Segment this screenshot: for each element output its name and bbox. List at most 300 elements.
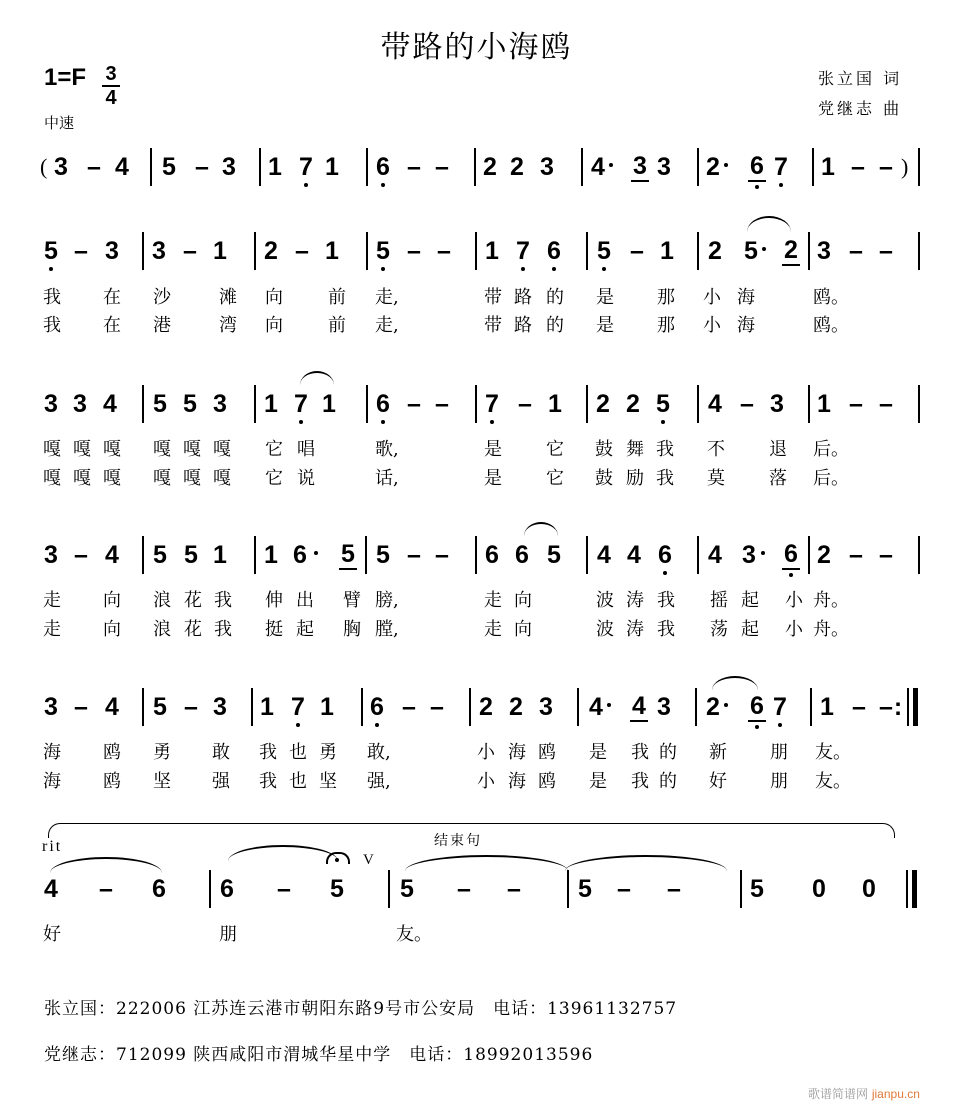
note: 1 bbox=[485, 237, 499, 265]
note: 4 bbox=[597, 541, 611, 569]
lyric: 走, bbox=[375, 287, 399, 308]
lyric: 我 bbox=[656, 468, 674, 489]
lyric: 小 bbox=[785, 590, 803, 611]
lyric: 我 bbox=[631, 771, 649, 792]
note: 3 bbox=[657, 153, 671, 181]
lyric: 花 bbox=[184, 619, 202, 640]
note: 3 bbox=[539, 693, 553, 721]
note: 1 bbox=[817, 390, 831, 418]
lyric: 摇 bbox=[710, 590, 728, 611]
bar-line bbox=[142, 385, 144, 423]
augmentation-dot bbox=[609, 163, 613, 167]
dash: – bbox=[879, 693, 893, 721]
bar-line bbox=[388, 870, 390, 908]
bar-line bbox=[918, 232, 920, 270]
note-low: 7 bbox=[292, 389, 310, 419]
lyric: 小 bbox=[703, 287, 721, 308]
lyric: 强 bbox=[212, 771, 230, 792]
repeat-sign-colon: : bbox=[893, 693, 903, 721]
lyric: 我 bbox=[43, 315, 61, 336]
bar-line bbox=[808, 536, 810, 574]
note-eighth: 3 bbox=[631, 152, 649, 182]
dash: – bbox=[87, 153, 101, 181]
lyric: 的 bbox=[546, 315, 564, 336]
note: 2 bbox=[509, 693, 523, 721]
note: 1 bbox=[260, 693, 274, 721]
bar-line bbox=[697, 536, 699, 574]
dash: – bbox=[849, 237, 863, 265]
note: 3 bbox=[73, 390, 87, 418]
dash: – bbox=[851, 153, 865, 181]
note: 2 bbox=[708, 237, 722, 265]
dash: – bbox=[74, 237, 88, 265]
ending-phrase-label: 结束句 bbox=[434, 833, 482, 849]
lyric: 膀, bbox=[375, 590, 399, 611]
note: 5 bbox=[153, 693, 167, 721]
note: 5 bbox=[183, 390, 197, 418]
lyric: 朋 bbox=[770, 771, 788, 792]
slur bbox=[747, 216, 791, 232]
lyric: 的 bbox=[659, 742, 677, 763]
note: 3 bbox=[770, 390, 784, 418]
bar-line bbox=[918, 148, 920, 186]
lyric: 沙 bbox=[153, 287, 171, 308]
bar-line bbox=[366, 385, 368, 423]
staff-row-3 bbox=[0, 540, 953, 580]
lyric: 嘎 bbox=[103, 439, 121, 460]
slur bbox=[524, 522, 558, 536]
lyric: 勇 bbox=[319, 742, 337, 763]
note: 2 bbox=[626, 390, 640, 418]
lyric: 波 bbox=[596, 590, 614, 611]
lyric: 前 bbox=[328, 315, 346, 336]
dash: – bbox=[435, 390, 449, 418]
lyric: 向 bbox=[103, 619, 121, 640]
note: 3 bbox=[105, 237, 119, 265]
bar-line bbox=[475, 536, 477, 574]
lyric: 波 bbox=[596, 619, 614, 640]
lyric: 嘎 bbox=[73, 439, 91, 460]
time-sig-top: 3 bbox=[105, 63, 117, 85]
lyric: 路 bbox=[514, 315, 532, 336]
lyric: 滩 bbox=[219, 287, 237, 308]
lyric: 起 bbox=[741, 590, 759, 611]
note: 1 bbox=[213, 237, 227, 265]
lyric: 是 bbox=[596, 287, 614, 308]
lyric: 向 bbox=[265, 287, 283, 308]
lyric: 小 bbox=[477, 771, 495, 792]
note: 3 bbox=[44, 390, 58, 418]
note: 1 bbox=[325, 237, 339, 265]
lyric: 鸥 bbox=[103, 742, 121, 763]
note: 4 bbox=[708, 390, 722, 418]
bar-line bbox=[366, 232, 368, 270]
dash: – bbox=[437, 237, 451, 265]
bar-line bbox=[475, 232, 477, 270]
bar-line bbox=[567, 870, 569, 908]
staff-row-1 bbox=[0, 236, 953, 276]
bar-line bbox=[697, 148, 699, 186]
lyric: 向 bbox=[514, 619, 532, 640]
lyric: 我 bbox=[214, 590, 232, 611]
note-low: 5 bbox=[654, 389, 672, 419]
lyric: 小 bbox=[703, 315, 721, 336]
note: 3 bbox=[44, 693, 58, 721]
note-eighth: 2 bbox=[782, 236, 800, 266]
lyric: 也 bbox=[289, 771, 307, 792]
lyric: 也 bbox=[289, 742, 307, 763]
note: 6 bbox=[220, 875, 234, 903]
lyric: 海 bbox=[508, 742, 526, 763]
note: 3 bbox=[540, 153, 554, 181]
note: 1 bbox=[821, 153, 835, 181]
dash: – bbox=[295, 237, 309, 265]
lyric: 涛 bbox=[626, 619, 644, 640]
lyric: 向 bbox=[265, 315, 283, 336]
note: 0 bbox=[812, 875, 826, 903]
lyric: 嘎 bbox=[153, 468, 171, 489]
lyric: 退 bbox=[769, 439, 787, 460]
note: 2 bbox=[479, 693, 493, 721]
bar-line bbox=[254, 536, 256, 574]
lyric: 好 bbox=[709, 771, 727, 792]
augmentation-dot bbox=[724, 163, 728, 167]
staff-row-ending bbox=[0, 874, 953, 914]
lyric: 嘎 bbox=[43, 468, 61, 489]
note: 5 bbox=[162, 153, 176, 181]
lyric: 挺 bbox=[265, 619, 283, 640]
bar-line bbox=[475, 385, 477, 423]
bar-line bbox=[142, 688, 144, 726]
note: 1 bbox=[325, 153, 339, 181]
lyric: 嘎 bbox=[73, 468, 91, 489]
note-low: 7 bbox=[289, 692, 307, 722]
dash: – bbox=[407, 541, 421, 569]
dash: – bbox=[435, 541, 449, 569]
bar-line bbox=[366, 148, 368, 186]
slur bbox=[712, 676, 758, 690]
lyric: 路 bbox=[514, 287, 532, 308]
slur bbox=[228, 845, 338, 861]
lyric: 起 bbox=[741, 619, 759, 640]
staff-row-4 bbox=[0, 692, 953, 732]
lyric: 的 bbox=[659, 771, 677, 792]
bar-line bbox=[251, 688, 253, 726]
lyric: 不 bbox=[707, 439, 725, 460]
note-low: 5 bbox=[374, 236, 392, 266]
final-thick-bar bbox=[912, 870, 917, 908]
lyric: 话, bbox=[375, 468, 399, 489]
bar-line bbox=[259, 148, 261, 186]
note: 4 bbox=[103, 390, 117, 418]
lyric: 敢, bbox=[367, 742, 391, 763]
note: 6 bbox=[515, 541, 529, 569]
watermark bbox=[808, 1085, 920, 1102]
lyric: 海 bbox=[737, 315, 755, 336]
lyric: 向 bbox=[514, 590, 532, 611]
note: 4 bbox=[44, 875, 58, 903]
bar-line bbox=[740, 870, 742, 908]
lyric: 浪 bbox=[153, 590, 171, 611]
lyric: 舞 bbox=[626, 439, 644, 460]
dash: – bbox=[74, 693, 88, 721]
note: 3 bbox=[44, 541, 58, 569]
note: 6 bbox=[152, 875, 166, 903]
lyric: 嘎 bbox=[183, 468, 201, 489]
note-eighth-low: 6 bbox=[748, 692, 766, 722]
dash: – bbox=[879, 237, 893, 265]
lyric: 鸥 bbox=[538, 771, 556, 792]
lyric: 花 bbox=[184, 590, 202, 611]
lyric: 敢 bbox=[212, 742, 230, 763]
note-eighth: 4 bbox=[630, 692, 648, 722]
note-low: 7 bbox=[297, 152, 315, 182]
lyric: 走 bbox=[484, 590, 502, 611]
augmentation-dot bbox=[761, 551, 765, 555]
note: 4 bbox=[105, 693, 119, 721]
lyric: 舟。 bbox=[813, 590, 849, 611]
bar-line bbox=[254, 232, 256, 270]
note-low: 6 bbox=[374, 389, 392, 419]
lyricist-contact: 张立国：222006 江苏连云港市朝阳东路9号市公安局 电话：13961132757 bbox=[44, 999, 678, 1019]
lyric: 我 bbox=[214, 619, 232, 640]
lyric: 的 bbox=[546, 287, 564, 308]
dash: – bbox=[518, 390, 532, 418]
note-low: 7 bbox=[514, 236, 532, 266]
lyric: 在 bbox=[103, 315, 121, 336]
note-low: 7 bbox=[483, 389, 501, 419]
lyric: 是 bbox=[596, 315, 614, 336]
note: 4 bbox=[708, 541, 722, 569]
note: 1 bbox=[320, 693, 334, 721]
dash: – bbox=[407, 153, 421, 181]
bar-line bbox=[918, 536, 920, 574]
bar-line bbox=[907, 688, 909, 726]
note: 1 bbox=[322, 390, 336, 418]
lyric: 励 bbox=[626, 468, 644, 489]
lyric: 嘎 bbox=[213, 468, 231, 489]
lyric: 带 bbox=[484, 315, 502, 336]
augmentation-dot bbox=[724, 703, 728, 707]
lyric: 新 bbox=[709, 742, 727, 763]
tempo-marking: 中速 bbox=[44, 114, 75, 132]
lyric: 我 bbox=[657, 590, 675, 611]
note: 4 bbox=[105, 541, 119, 569]
lyric: 臂 bbox=[343, 590, 361, 611]
lyric: 出 bbox=[296, 590, 314, 611]
lyric: 鸥 bbox=[103, 771, 121, 792]
dash: – bbox=[195, 153, 209, 181]
note: 5 bbox=[744, 237, 758, 265]
lyric: 我 bbox=[631, 742, 649, 763]
lyric: 向 bbox=[103, 590, 121, 611]
bar-line bbox=[469, 688, 471, 726]
lyric: 带 bbox=[484, 287, 502, 308]
lyric: 莫 bbox=[707, 468, 725, 489]
note-low: 7 bbox=[772, 152, 790, 182]
dash: – bbox=[430, 693, 444, 721]
note: 3 bbox=[152, 237, 166, 265]
lyric: 朋 bbox=[219, 924, 237, 945]
lyric: 唱 bbox=[297, 439, 315, 460]
note: 2 bbox=[596, 390, 610, 418]
dash: – bbox=[507, 875, 521, 903]
note-eighth-low: 6 bbox=[748, 152, 766, 182]
bar-line bbox=[808, 232, 810, 270]
note: 5 bbox=[153, 390, 167, 418]
augmentation-dot bbox=[607, 703, 611, 707]
song-title: 带路的小海鸥 bbox=[380, 30, 573, 65]
note-low: 6 bbox=[368, 692, 386, 722]
dash: – bbox=[183, 237, 197, 265]
note-eighth-low: 6 bbox=[782, 540, 800, 570]
lyric: 海 bbox=[508, 771, 526, 792]
lyric: 胸 bbox=[343, 619, 361, 640]
bar-line bbox=[581, 148, 583, 186]
lyric: 我 bbox=[656, 439, 674, 460]
note: 5 bbox=[376, 541, 390, 569]
lyric: 涛 bbox=[626, 590, 644, 611]
lyric: 后。 bbox=[813, 468, 849, 489]
lyric: 走 bbox=[43, 590, 61, 611]
bar-line bbox=[577, 688, 579, 726]
note: 2 bbox=[706, 153, 720, 181]
dash: – bbox=[879, 541, 893, 569]
breath-mark: V bbox=[363, 852, 374, 868]
lyric: 我 bbox=[259, 742, 277, 763]
bar-line bbox=[697, 232, 699, 270]
slur bbox=[565, 855, 727, 871]
bar-line bbox=[918, 385, 920, 423]
lyric: 后。 bbox=[813, 439, 849, 460]
open-paren: ( bbox=[40, 154, 48, 179]
bar-line bbox=[254, 385, 256, 423]
lyric: 我 bbox=[657, 619, 675, 640]
note-low: 6 bbox=[656, 540, 674, 570]
lyric: 海 bbox=[43, 771, 61, 792]
bar-line bbox=[810, 688, 812, 726]
lyric: 鸥。 bbox=[813, 287, 849, 308]
lyric: 膛, bbox=[375, 619, 399, 640]
dash: – bbox=[617, 875, 631, 903]
lyric: 鼓 bbox=[595, 468, 613, 489]
lyric: 港 bbox=[153, 315, 171, 336]
lyric: 鸥 bbox=[538, 742, 556, 763]
lyric: 嘎 bbox=[153, 439, 171, 460]
lyric: 浪 bbox=[153, 619, 171, 640]
note: 3 bbox=[54, 153, 68, 181]
lyric: 它 bbox=[265, 439, 283, 460]
bar-line bbox=[142, 232, 144, 270]
key-signature bbox=[44, 64, 86, 92]
note-eighth: 5 bbox=[339, 540, 357, 570]
note: 6 bbox=[293, 541, 307, 569]
time-sig-bottom: 4 bbox=[105, 87, 117, 109]
note: 3 bbox=[657, 693, 671, 721]
dash: – bbox=[435, 153, 449, 181]
lyric: 我 bbox=[259, 771, 277, 792]
augmentation-dot bbox=[314, 551, 318, 555]
slur bbox=[50, 857, 162, 873]
dash: – bbox=[407, 237, 421, 265]
lyric: 荡 bbox=[710, 619, 728, 640]
note: 2 bbox=[483, 153, 497, 181]
lyric: 嘎 bbox=[183, 439, 201, 460]
lyric: 那 bbox=[657, 315, 675, 336]
note-low: 6 bbox=[374, 152, 392, 182]
lyric: 鸥。 bbox=[813, 315, 849, 336]
time-signature bbox=[102, 64, 120, 108]
dash: – bbox=[407, 390, 421, 418]
lyric: 在 bbox=[103, 287, 121, 308]
slur bbox=[300, 371, 334, 385]
note: 3 bbox=[742, 541, 756, 569]
note: 2 bbox=[817, 541, 831, 569]
lyric: 小 bbox=[477, 742, 495, 763]
lyric: 友。 bbox=[815, 742, 851, 763]
note: 5 bbox=[184, 541, 198, 569]
note: 1 bbox=[820, 693, 834, 721]
dash: – bbox=[277, 875, 291, 903]
note: 1 bbox=[264, 390, 278, 418]
note: 1 bbox=[660, 237, 674, 265]
watermark-site: jianpu.cn bbox=[871, 1087, 920, 1101]
augmentation-dot bbox=[762, 247, 766, 251]
note: 3 bbox=[213, 693, 227, 721]
staff-row-2 bbox=[0, 389, 953, 429]
lyric: 舟。 bbox=[813, 619, 849, 640]
lyric: 那 bbox=[657, 287, 675, 308]
note-low: 5 bbox=[595, 236, 613, 266]
dash: – bbox=[852, 693, 866, 721]
dash: – bbox=[74, 541, 88, 569]
lyric: 歌, bbox=[375, 439, 399, 460]
lyric: 海 bbox=[737, 287, 755, 308]
lyricist-credit: 张立国 词 bbox=[818, 69, 903, 88]
dash: – bbox=[849, 541, 863, 569]
bar-line bbox=[697, 385, 699, 423]
lyric: 它 bbox=[546, 439, 564, 460]
lyric: 坚 bbox=[319, 771, 337, 792]
lyric: 嘎 bbox=[213, 439, 231, 460]
dash: – bbox=[402, 693, 416, 721]
lyric: 是 bbox=[484, 468, 502, 489]
lyric: 说 bbox=[297, 468, 315, 489]
slur bbox=[405, 855, 568, 871]
composer-credit: 党继志 曲 bbox=[818, 99, 903, 118]
dash: – bbox=[99, 875, 113, 903]
note: 5 bbox=[750, 875, 764, 903]
fermata-icon bbox=[326, 852, 350, 864]
lyric: 它 bbox=[546, 468, 564, 489]
bar-line bbox=[474, 148, 476, 186]
lyric: 好 bbox=[43, 924, 61, 945]
lyric: 友。 bbox=[396, 924, 432, 945]
lyric: 走 bbox=[43, 619, 61, 640]
note: 1 bbox=[264, 541, 278, 569]
note: 2 bbox=[264, 237, 278, 265]
note-low: 5 bbox=[42, 236, 60, 266]
rit-marking: rit bbox=[42, 838, 63, 855]
bar-line bbox=[695, 688, 697, 726]
dash: – bbox=[879, 153, 893, 181]
note: 1 bbox=[268, 153, 282, 181]
bar-line bbox=[906, 870, 908, 908]
lyric: 朋 bbox=[770, 742, 788, 763]
note: 5 bbox=[547, 541, 561, 569]
bar-line bbox=[209, 870, 211, 908]
bar-line bbox=[586, 536, 588, 574]
